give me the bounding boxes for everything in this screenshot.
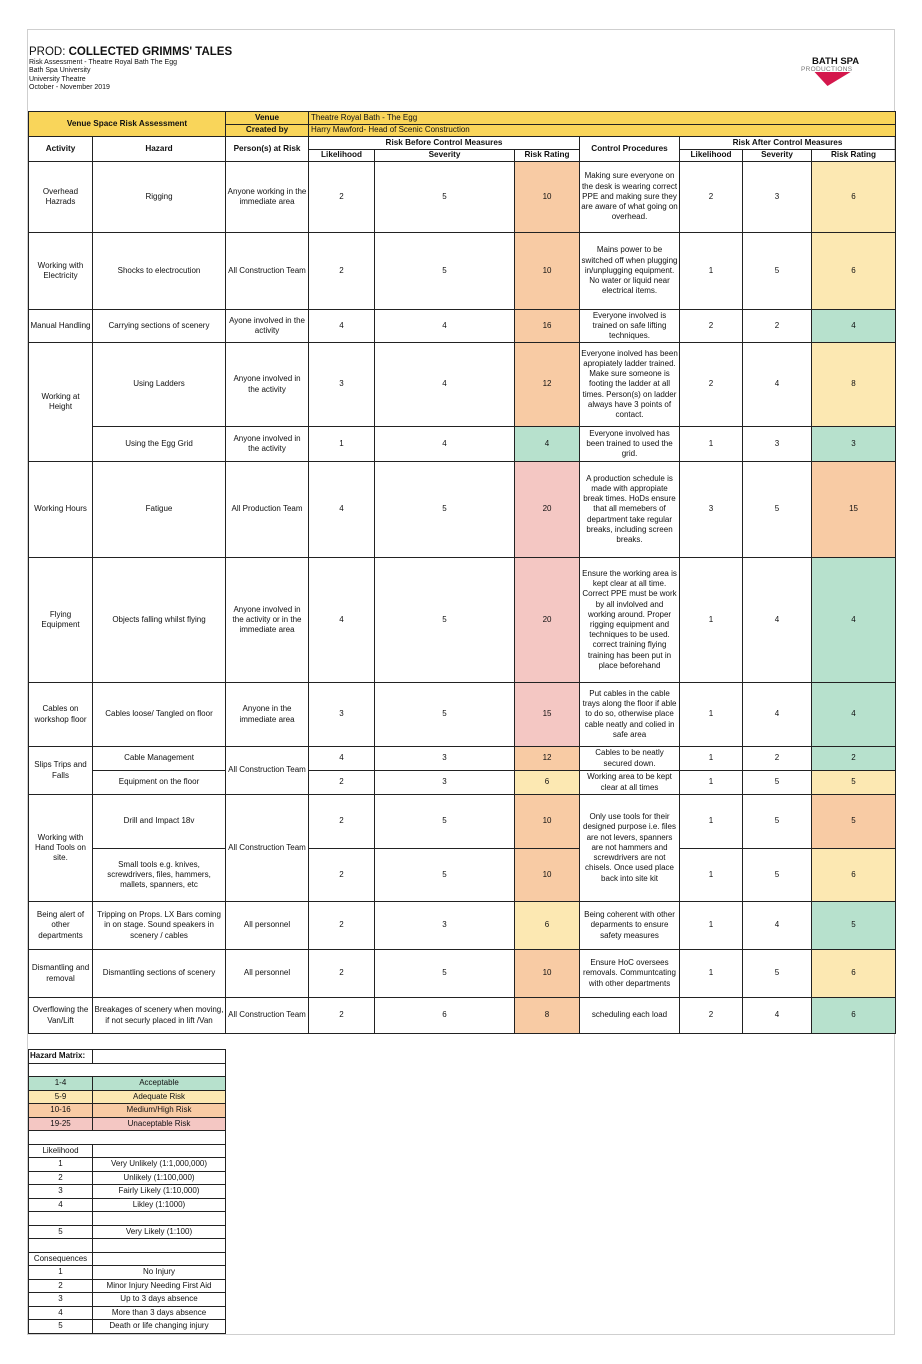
severity-before-cell: 6 xyxy=(375,998,515,1034)
severity-before-cell: 5 xyxy=(375,683,515,747)
severity-before-cell: 4 xyxy=(375,427,515,462)
col-after-group: Risk After Control Measures xyxy=(680,137,896,150)
rating-before-cell: 6 xyxy=(515,771,580,795)
matrix-blank xyxy=(93,1050,226,1064)
likelihood-before-cell: 2 xyxy=(309,162,375,233)
activity-cell: Slips Trips and Falls xyxy=(29,747,93,795)
col-severity-before: Severity xyxy=(375,150,515,162)
hazard-cell: Shocks to electrocution xyxy=(93,233,226,310)
table-row xyxy=(29,747,896,771)
severity-after-cell: 4 xyxy=(743,343,812,427)
activity-cell: Working at Height xyxy=(29,343,93,462)
severity-before-cell: 3 xyxy=(375,902,515,950)
table-row xyxy=(29,950,896,998)
hazard-cell: Drill and Impact 18v xyxy=(93,795,226,849)
rating-after-cell: 5 xyxy=(812,902,896,950)
likelihood-row xyxy=(29,1171,226,1185)
hazard-matrix xyxy=(28,1049,226,1334)
rating-after-cell: 6 xyxy=(812,162,896,233)
band-label: Unaceptable Risk xyxy=(93,1117,226,1131)
venue-label: Venue xyxy=(226,112,309,125)
persons-cell: All personnel xyxy=(226,950,309,998)
matrix-blank xyxy=(93,1252,226,1266)
severity-after-cell: 2 xyxy=(743,310,812,343)
likelihood-after-cell: 1 xyxy=(680,771,743,795)
likelihood-number: 1 xyxy=(29,1158,93,1172)
severity-after-cell: 4 xyxy=(743,902,812,950)
matrix-band-row xyxy=(29,1117,226,1131)
hazard-cell: Dismantling sections of scenery xyxy=(93,950,226,998)
rating-before-cell: 8 xyxy=(515,998,580,1034)
matrix-blank xyxy=(29,1239,93,1253)
header-line: University Theatre xyxy=(29,75,86,83)
matrix-row xyxy=(29,1239,226,1253)
persons-cell: Anyone involved in the activity or in the immediate area xyxy=(226,558,309,683)
matrix-row xyxy=(29,1144,226,1158)
likelihood-label: Very Unlikely (1:1,000,000) xyxy=(93,1158,226,1172)
persons-cell: Anyone involved in the activity xyxy=(226,343,309,427)
venue-value: Theatre Royal Bath - The Egg xyxy=(309,112,896,125)
likelihood-before-cell: 2 xyxy=(309,771,375,795)
matrix-band-row xyxy=(29,1090,226,1104)
control-cell: Everyone inolved has been apropiately ladder trained. Make sure someone is footing the ladder at all times. Person(s) on ladder always have 3 points of contact. xyxy=(580,343,680,427)
likelihood-before-cell: 3 xyxy=(309,683,375,747)
likelihood-after-cell: 2 xyxy=(680,310,743,343)
rating-before-cell: 10 xyxy=(515,795,580,849)
control-cell: Cables to be neatly secured down. xyxy=(580,747,680,771)
severity-after-cell: 4 xyxy=(743,558,812,683)
header-line: Risk Assessment - Theatre Royal Bath The Egg xyxy=(29,59,177,66)
consequence-number: 5 xyxy=(29,1320,93,1334)
rating-after-cell: 2 xyxy=(812,747,896,771)
likelihood-row xyxy=(29,1185,226,1199)
hazard-cell: Rigging xyxy=(93,162,226,233)
risk-assessment-table xyxy=(28,111,896,1034)
likelihood-after-cell: 1 xyxy=(680,233,743,310)
prod-prefix: PROD: xyxy=(29,46,69,58)
rating-after-cell: 5 xyxy=(812,795,896,849)
activity-cell: Flying Equipment xyxy=(29,558,93,683)
severity-before-cell: 5 xyxy=(375,233,515,310)
logo-line2: PRODUCTIONS xyxy=(801,66,853,73)
control-cell: Ensure HoC oversees removals. Communtcating with other departments xyxy=(580,950,680,998)
severity-after-cell: 5 xyxy=(743,233,812,310)
consequence-number: 3 xyxy=(29,1293,93,1307)
persons-cell: All Construction Team xyxy=(226,998,309,1034)
severity-before-cell: 4 xyxy=(375,343,515,427)
table-row xyxy=(29,795,896,849)
likelihood-after-cell: 1 xyxy=(680,795,743,849)
table-row xyxy=(29,310,896,343)
likelihood-before-cell: 2 xyxy=(309,998,375,1034)
likelihood-title: Likelihood xyxy=(29,1144,93,1158)
control-cell: scheduling each load xyxy=(580,998,680,1034)
band-label: Medium/High Risk xyxy=(93,1104,226,1118)
table-row xyxy=(29,162,896,233)
likelihood-after-cell: 1 xyxy=(680,902,743,950)
rating-before-cell: 20 xyxy=(515,558,580,683)
likelihood-number: 4 xyxy=(29,1198,93,1212)
persons-cell: Anyone involved in the activity xyxy=(226,427,309,462)
control-cell: Only use tools for their designed purpose i.e. files are not levers, spanners are not hammers and screwdrivers are not chisels. Once used place back into site kit xyxy=(580,795,680,902)
rating-after-cell: 3 xyxy=(812,427,896,462)
rating-before-cell: 15 xyxy=(515,683,580,747)
likelihood-after-cell: 1 xyxy=(680,747,743,771)
persons-cell: All Construction Team xyxy=(226,795,309,902)
likelihood-before-cell: 3 xyxy=(309,343,375,427)
col-severity-after: Severity xyxy=(743,150,812,162)
logo-line1: BATH SPA xyxy=(812,56,860,67)
rating-before-cell: 12 xyxy=(515,747,580,771)
band-label: Acceptable xyxy=(93,1077,226,1091)
header-line: Bath Spa University xyxy=(29,67,91,75)
table-row xyxy=(29,849,896,902)
rating-after-cell: 6 xyxy=(812,849,896,902)
consequence-row xyxy=(29,1279,226,1293)
hazard-cell: Tripping on Props. LX Bars coming in on stage. Sound speakers in scenery / cables xyxy=(93,902,226,950)
persons-cell: Ayone involved in the activity xyxy=(226,310,309,343)
rating-after-cell: 6 xyxy=(812,998,896,1034)
hazard-cell: Objects falling whilst flying xyxy=(93,558,226,683)
band-range: 10-16 xyxy=(29,1104,93,1118)
control-cell: Everyone involved is trained on safe lifting techniques. xyxy=(580,310,680,343)
document-header xyxy=(29,45,232,92)
col-persons: Person(s) at Risk xyxy=(226,137,309,162)
rating-after-cell: 5 xyxy=(812,771,896,795)
severity-after-cell: 5 xyxy=(743,849,812,902)
rating-after-cell: 4 xyxy=(812,683,896,747)
consequence-label: Minor Injury Needing First Aid xyxy=(93,1279,226,1293)
consequence-label: More than 3 days absence xyxy=(93,1306,226,1320)
control-cell: Being coherent with other deparments to ensure safety measures xyxy=(580,902,680,950)
table-row xyxy=(29,902,896,950)
likelihood-before-cell: 4 xyxy=(309,462,375,558)
consequence-label: Up to 3 days absence xyxy=(93,1293,226,1307)
rating-before-cell: 6 xyxy=(515,902,580,950)
production-title xyxy=(29,45,232,59)
control-cell: Mains power to be switched off when plugging in/unplugging equipment. No water or liquid near electrical items. xyxy=(580,233,680,310)
likelihood-before-cell: 2 xyxy=(309,795,375,849)
severity-before-cell: 5 xyxy=(375,462,515,558)
severity-before-cell: 5 xyxy=(375,795,515,849)
hazard-cell: Using the Egg Grid xyxy=(93,427,226,462)
persons-cell: Anyone in the immediate area xyxy=(226,683,309,747)
severity-after-cell: 5 xyxy=(743,950,812,998)
hazard-cell: Using Ladders xyxy=(93,343,226,427)
rating-after-cell: 6 xyxy=(812,233,896,310)
rating-before-cell: 10 xyxy=(515,233,580,310)
band-range: 1-4 xyxy=(29,1077,93,1091)
likelihood-after-cell: 1 xyxy=(680,558,743,683)
persons-cell: All Construction Team xyxy=(226,233,309,310)
severity-before-cell: 3 xyxy=(375,747,515,771)
created-label: Created by xyxy=(226,125,309,137)
bath-spa-logo xyxy=(798,54,874,90)
severity-before-cell: 5 xyxy=(375,558,515,683)
rating-after-cell: 15 xyxy=(812,462,896,558)
likelihood-after-cell: 1 xyxy=(680,849,743,902)
control-cell: Making sure everyone on the desk is wearing correct PPE and making sure they are aware of what going on overhead. xyxy=(580,162,680,233)
col-hazard: Hazard xyxy=(93,137,226,162)
consequence-row xyxy=(29,1266,226,1280)
control-cell: A production schedule is made with appropiate break times. HoDs ensure that all memebers of department take regular breaks, including screen breaks. xyxy=(580,462,680,558)
likelihood-after-cell: 2 xyxy=(680,162,743,233)
likelihood-number: 2 xyxy=(29,1171,93,1185)
matrix-blank xyxy=(29,1063,226,1077)
activity-cell: Working with Hand Tools on site. xyxy=(29,795,93,902)
activity-cell: Being alert of other departments xyxy=(29,902,93,950)
table-row xyxy=(29,343,896,427)
hazard-cell: Small tools e.g. knives, screwdrivers, files, hammers, mallets, spanners, etc xyxy=(93,849,226,902)
table-row xyxy=(29,998,896,1034)
table-row xyxy=(29,427,896,462)
consequence-row xyxy=(29,1293,226,1307)
likelihood-after-cell: 1 xyxy=(680,683,743,747)
likelihood-label: Very Likely (1:100) xyxy=(93,1225,226,1239)
rating-before-cell: 20 xyxy=(515,462,580,558)
matrix-row xyxy=(29,1063,226,1077)
likelihood-before-cell: 2 xyxy=(309,950,375,998)
matrix-blank xyxy=(93,1144,226,1158)
hazard-cell: Breakages of scenery when moving, if not securly placed in lift /Van xyxy=(93,998,226,1034)
rating-before-cell: 10 xyxy=(515,950,580,998)
consequence-label: No Injury xyxy=(93,1266,226,1280)
consequence-number: 4 xyxy=(29,1306,93,1320)
likelihood-before-cell: 4 xyxy=(309,558,375,683)
persons-cell: All Construction Team xyxy=(226,747,309,795)
likelihood-before-cell: 2 xyxy=(309,233,375,310)
severity-after-cell: 3 xyxy=(743,427,812,462)
logo-shape-icon xyxy=(809,72,850,86)
likelihood-row xyxy=(29,1225,226,1239)
matrix-row xyxy=(29,1252,226,1266)
likelihood-number: 5 xyxy=(29,1225,93,1239)
consequence-row xyxy=(29,1320,226,1334)
matrix-blank xyxy=(93,1239,226,1253)
matrix-band-row xyxy=(29,1104,226,1118)
table-row xyxy=(29,683,896,747)
table-row xyxy=(29,771,896,795)
info-title: Venue Space Risk Assessment xyxy=(29,112,226,137)
control-cell: Working area to be kept clear at all times xyxy=(580,771,680,795)
persons-cell: Anyone working in the immediate area xyxy=(226,162,309,233)
severity-before-cell: 5 xyxy=(375,162,515,233)
likelihood-row xyxy=(29,1198,226,1212)
severity-after-cell: 4 xyxy=(743,683,812,747)
likelihood-after-cell: 2 xyxy=(680,998,743,1034)
prod-title: COLLECTED GRIMMS' TALES xyxy=(68,46,233,58)
table-row xyxy=(29,558,896,683)
likelihood-after-cell: 1 xyxy=(680,427,743,462)
severity-after-cell: 3 xyxy=(743,162,812,233)
rating-before-cell: 10 xyxy=(515,162,580,233)
hazard-cell: Carrying sections of scenery xyxy=(93,310,226,343)
rating-before-cell: 10 xyxy=(515,849,580,902)
severity-after-cell: 5 xyxy=(743,795,812,849)
likelihood-row xyxy=(29,1158,226,1172)
hazard-cell: Equipment on the floor xyxy=(93,771,226,795)
likelihood-before-cell: 4 xyxy=(309,747,375,771)
rating-after-cell: 4 xyxy=(812,558,896,683)
consequence-number: 1 xyxy=(29,1266,93,1280)
activity-cell: Overflowing the Van/Lift xyxy=(29,998,93,1034)
header-line: October - November 2019 xyxy=(29,83,110,91)
hazard-cell: Cable Management xyxy=(93,747,226,771)
rating-after-cell: 8 xyxy=(812,343,896,427)
col-control: Control Procedures xyxy=(580,137,680,162)
persons-cell: All Production Team xyxy=(226,462,309,558)
matrix-row xyxy=(29,1050,226,1064)
band-label: Adequate Risk xyxy=(93,1090,226,1104)
likelihood-before-cell: 2 xyxy=(309,902,375,950)
activity-cell: Overhead Hazrads xyxy=(29,162,93,233)
matrix-title: Hazard Matrix: xyxy=(29,1050,93,1064)
likelihood-before-cell: 2 xyxy=(309,849,375,902)
severity-after-cell: 4 xyxy=(743,998,812,1034)
table-row xyxy=(29,462,896,558)
rating-before-cell: 16 xyxy=(515,310,580,343)
likelihood-before-cell: 1 xyxy=(309,427,375,462)
consequence-label: Death or life changing injury xyxy=(93,1320,226,1334)
matrix-row xyxy=(29,1212,226,1226)
control-cell: Ensure the working area is kept clear at all time. Correct PPE must be work by all invlolved and working around. Proper rigging equipment and techniques to be used. correct training flying training has been put in place beforehand xyxy=(580,558,680,683)
activity-cell: Working Hours xyxy=(29,462,93,558)
matrix-band-row xyxy=(29,1077,226,1091)
likelihood-after-cell: 1 xyxy=(680,950,743,998)
col-rating-after: Risk Rating xyxy=(812,150,896,162)
col-likelihood-after: Likelihood xyxy=(680,150,743,162)
likelihood-after-cell: 2 xyxy=(680,343,743,427)
likelihood-before-cell: 4 xyxy=(309,310,375,343)
severity-after-cell: 5 xyxy=(743,771,812,795)
hazard-cell: Fatigue xyxy=(93,462,226,558)
likelihood-label: Fairly Likely (1:10,000) xyxy=(93,1185,226,1199)
consequences-title: Consequences xyxy=(29,1252,93,1266)
rating-after-cell: 6 xyxy=(812,950,896,998)
likelihood-label: Likley (1:1000) xyxy=(93,1198,226,1212)
likelihood-label: Unlikely (1:100,000) xyxy=(93,1171,226,1185)
activity-cell: Working with Electricity xyxy=(29,233,93,310)
severity-before-cell: 3 xyxy=(375,771,515,795)
activity-cell: Dismantling and removal xyxy=(29,950,93,998)
activity-cell: Cables on workshop floor xyxy=(29,683,93,747)
band-range: 5-9 xyxy=(29,1090,93,1104)
severity-before-cell: 5 xyxy=(375,849,515,902)
control-cell: Put cables in the cable trays along the floor if able to do so, otherwise place cable neatly and colied in safe area xyxy=(580,683,680,747)
matrix-row xyxy=(29,1131,226,1145)
rating-before-cell: 12 xyxy=(515,343,580,427)
activity-cell: Manual Handling xyxy=(29,310,93,343)
matrix-blank xyxy=(29,1212,93,1226)
table-row xyxy=(29,233,896,310)
col-activity: Activity xyxy=(29,137,93,162)
col-rating-before: Risk Rating xyxy=(515,150,580,162)
consequence-row xyxy=(29,1306,226,1320)
created-value: Harry Mawford- Head of Scenic Construction xyxy=(309,125,896,137)
likelihood-after-cell: 3 xyxy=(680,462,743,558)
rating-before-cell: 4 xyxy=(515,427,580,462)
likelihood-number: 3 xyxy=(29,1185,93,1199)
consequence-number: 2 xyxy=(29,1279,93,1293)
control-cell: Everyone involved has been trained to used the grid. xyxy=(580,427,680,462)
severity-after-cell: 2 xyxy=(743,747,812,771)
hazard-cell: Cables loose/ Tangled on floor xyxy=(93,683,226,747)
col-likelihood-before: Likelihood xyxy=(309,150,375,162)
band-range: 19-25 xyxy=(29,1117,93,1131)
severity-before-cell: 5 xyxy=(375,950,515,998)
col-before-group: Risk Before Control Measures xyxy=(309,137,580,150)
persons-cell: All personnel xyxy=(226,902,309,950)
severity-after-cell: 5 xyxy=(743,462,812,558)
matrix-blank xyxy=(29,1131,226,1145)
severity-before-cell: 4 xyxy=(375,310,515,343)
rating-after-cell: 4 xyxy=(812,310,896,343)
matrix-blank xyxy=(93,1212,226,1226)
